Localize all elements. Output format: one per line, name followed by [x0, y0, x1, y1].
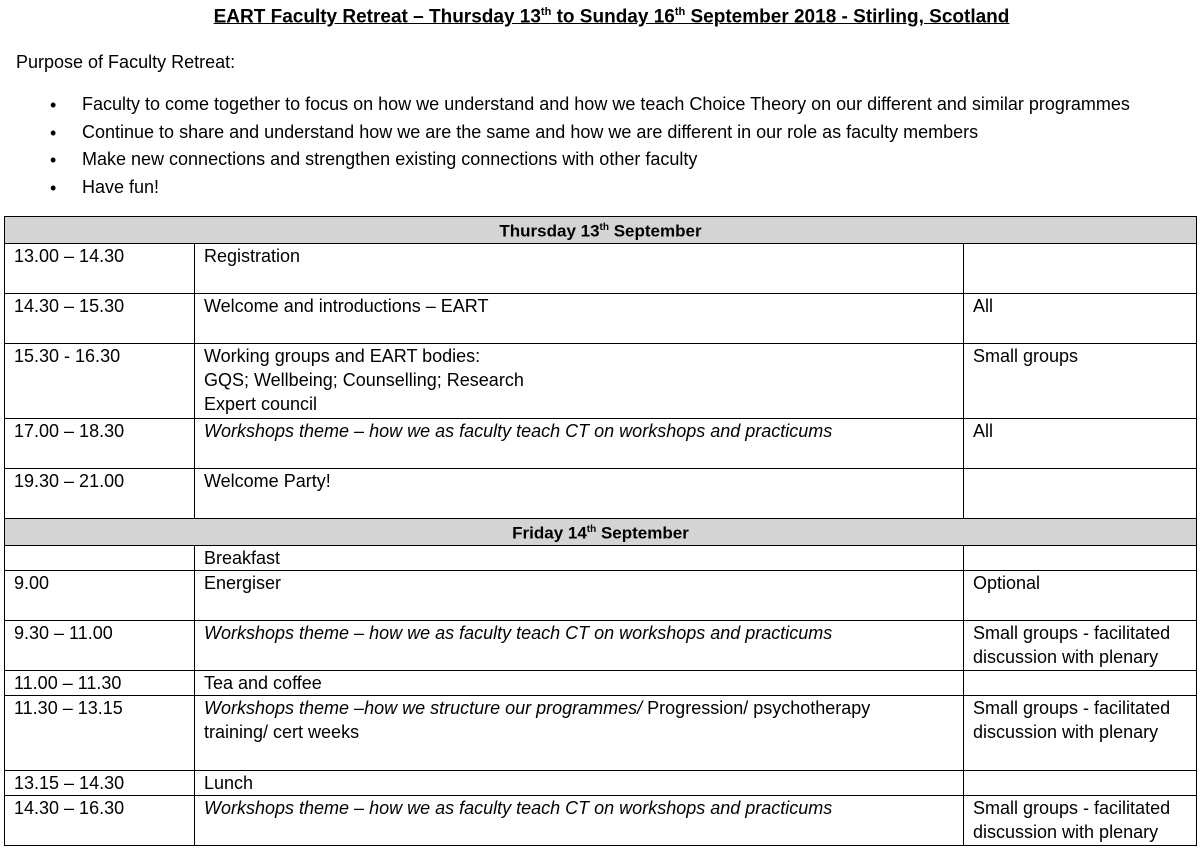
- activity-line: training/ cert weeks: [204, 722, 360, 742]
- activity-cell: Welcome and introductions – EART: [195, 294, 964, 344]
- day-header-superscript: th: [599, 222, 609, 234]
- table-row: [5, 546, 1197, 571]
- activity-line: Working groups and EART bodies:: [204, 346, 481, 366]
- time-cell: 19.30 – 21.00: [5, 469, 195, 519]
- activity-cell: Lunch: [195, 771, 964, 796]
- table-row: [5, 771, 1197, 796]
- time-cell: 14.30 – 15.30: [5, 294, 195, 344]
- table-row: [5, 469, 1197, 519]
- day-header: [5, 519, 1197, 546]
- activity-line: GQS; Wellbeing; Counselling; Research: [204, 370, 524, 390]
- activity-cell: Workshops theme – how we as faculty teach CT on workshops and practicums: [195, 621, 964, 671]
- time-cell: 11.30 – 13.15: [5, 696, 195, 771]
- schedule-table: [4, 216, 1197, 846]
- participants-line: Small groups - facilitated: [973, 798, 1171, 818]
- activity-cell: Workshops theme – how we as faculty teach CT on workshops and practicums: [195, 796, 964, 846]
- participants-cell: Small groups: [964, 344, 1197, 419]
- time-cell: 11.00 – 11.30: [5, 671, 195, 696]
- activity-line: [204, 696, 954, 720]
- day-header-row: [5, 217, 1197, 244]
- table-row: [5, 419, 1197, 469]
- participants-cell: [964, 696, 1197, 771]
- activity-italic-text: Workshops theme –how we structure our programmes/: [204, 698, 643, 718]
- participants-cell: [964, 469, 1197, 519]
- time-cell: 14.30 – 16.30: [5, 796, 195, 846]
- title-part: to Sunday 16: [551, 6, 675, 28]
- table-row: [5, 621, 1197, 671]
- participants-cell: [964, 771, 1197, 796]
- activity-text: Progression/ psychotherapy: [642, 698, 871, 718]
- list-item-text: Make new connections and strengthen existing connections with other faculty: [82, 149, 698, 169]
- participants-cell: All: [964, 294, 1197, 344]
- participants-line: discussion with plenary: [973, 822, 1159, 842]
- participants-cell: [964, 546, 1197, 571]
- table-row: [5, 671, 1197, 696]
- bullet-icon: •: [50, 95, 57, 115]
- activity-cell: Registration: [195, 244, 964, 294]
- day-header-text: September: [609, 221, 702, 241]
- participants-cell: [964, 244, 1197, 294]
- table-row: [5, 796, 1197, 846]
- day-header-text: September: [596, 523, 689, 543]
- activity-cell: [195, 696, 964, 771]
- participants-line: Small groups - facilitated: [973, 698, 1171, 718]
- participants-cell: All: [964, 419, 1197, 469]
- table-row: [5, 696, 1197, 771]
- time-cell: 17.00 – 18.30: [5, 419, 195, 469]
- day-header-superscript: th: [586, 524, 597, 536]
- participants-line: discussion with plenary: [973, 722, 1159, 742]
- title-superscript: th: [674, 6, 686, 18]
- participants-cell: [964, 621, 1197, 671]
- participants-cell: [964, 796, 1197, 846]
- day-header-row: [5, 519, 1197, 546]
- activity-cell: [195, 344, 964, 419]
- table-row: [5, 344, 1197, 419]
- participants-cell: [964, 671, 1197, 696]
- title-part: EART Faculty Retreat – Thursday 13: [213, 6, 541, 28]
- list-item-text: Faculty to come together to focus on how we understand and how we teach Choice Theory on our different and similar programmes: [82, 94, 1130, 114]
- bullet-icon: •: [50, 122, 57, 143]
- time-cell: 13.00 – 14.30: [5, 244, 195, 294]
- time-cell: 15.30 - 16.30: [5, 344, 195, 419]
- participants-line: Small groups - facilitated: [973, 623, 1171, 643]
- participants-line: discussion with plenary: [973, 647, 1159, 667]
- activity-cell: Tea and coffee: [195, 671, 964, 696]
- time-cell: 13.15 – 14.30: [5, 771, 195, 796]
- time-cell: 9.00: [5, 571, 195, 621]
- bullet-icon: •: [50, 177, 57, 198]
- day-header: [5, 217, 1197, 244]
- time-cell: 9.30 – 11.00: [5, 621, 195, 671]
- table-row: [5, 571, 1197, 621]
- table-row: [5, 244, 1197, 294]
- purpose-heading: Purpose of Faculty Retreat:: [16, 52, 236, 72]
- day-header-text: Friday 14: [512, 523, 587, 543]
- document-title: [0, 6, 1200, 28]
- activity-cell: Energiser: [195, 571, 964, 621]
- activity-line: Expert council: [204, 394, 318, 414]
- time-cell: [5, 546, 195, 571]
- day-header-text: Thursday 13: [499, 221, 600, 241]
- participants-cell: Optional: [964, 571, 1197, 621]
- title-superscript: th: [540, 6, 552, 18]
- list-item-text: Have fun!: [82, 176, 160, 197]
- title-part: September 2018 - Stirling, Scotland: [685, 6, 1010, 28]
- table-row: [5, 294, 1197, 344]
- activity-cell: Workshops theme – how we as faculty teach CT on workshops and practicums: [195, 419, 964, 469]
- bullet-icon: •: [50, 150, 57, 170]
- list-item-text: Continue to share and understand how we are the same and how we are different in our role as faculty members: [82, 121, 979, 142]
- activity-cell: Breakfast: [195, 546, 964, 571]
- activity-cell: Welcome Party!: [195, 469, 964, 519]
